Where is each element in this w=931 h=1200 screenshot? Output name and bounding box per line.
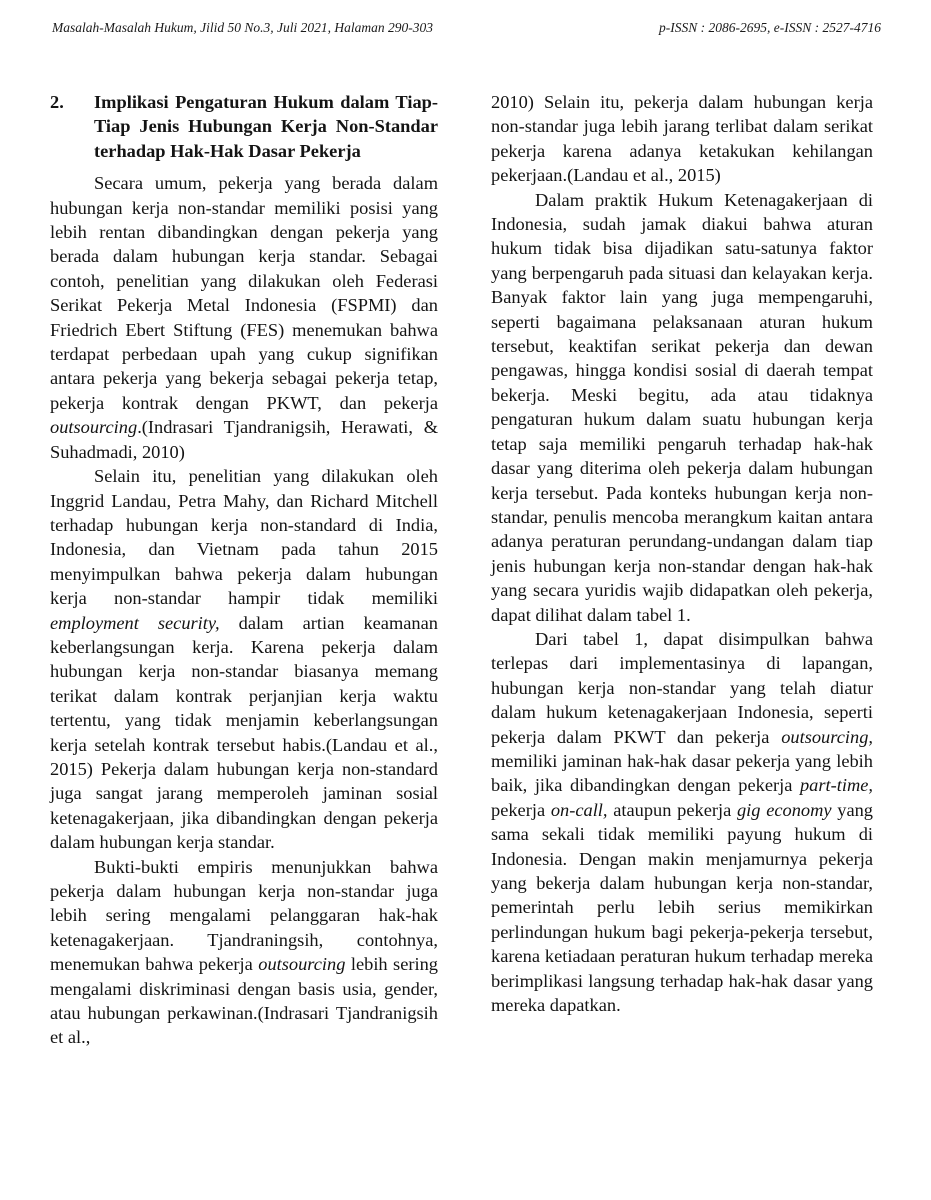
paragraph [491, 627, 873, 1018]
left-column [50, 90, 438, 1050]
paragraph-text: Dari tabel 1, dapat disimpulkan bahwa terlepas dari implementasinya di lapangan, hubungan kerja non-standar yang telah diatur dalam hukum ketenagakerjaan Indonesia, seperti pekerja dalam PKWT dan pekerja [491, 628, 873, 747]
paragraph [50, 464, 438, 855]
italic-term: outsourcing [258, 954, 346, 975]
paragraph-text: lebih sering mengalami diskriminasi dengan basis usia, gender, atau hubungan perkawinan.(Indrasari Tjandranigsih et al., [50, 954, 438, 1048]
italic-term: outsourcing [50, 417, 138, 438]
section-title: Implikasi Pengaturan Hukum dalam Tiap-Tiap Jenis Hubungan Kerja Non-Standar terhadap Hak-Hak Dasar Pekerja [94, 92, 438, 161]
paragraph-text: .(Indrasari Tjandranigsih, Herawati, & Suhadmadi, 2010) [50, 417, 438, 462]
section-number: 2. [50, 92, 64, 112]
italic-term: employment security, [50, 612, 220, 633]
issn-info: p-ISSN : 2086-2695, e-ISSN : 2527-4716 [659, 20, 881, 35]
italic-term: gig economy [736, 799, 832, 820]
italic-term: part-time, [799, 775, 873, 796]
italic-term: outsourcing, [781, 726, 873, 747]
paragraph-text: Bukti-bukti empiris menunjukkan bahwa pekerja dalam hubungan kerja non-standar juga lebih sering mengalami pelanggaran hak-hak ketenagakerjaan. Tjandraningsih, contohnya, menemukan bahwa pekerja [50, 856, 438, 975]
paragraph-text: Selain itu, penelitian yang dilakukan oleh Inggrid Landau, Petra Mahy, dan Richard Mitchell terhadap hubungan kerja non-standard di India, Indonesia, dan Vietnam pada tahun 2015 menyimpulkan bahwa pekerja dalam hubungan kerja non-standar hampir tidak memiliki [50, 466, 438, 609]
paragraph-text: memiliki jaminan hak-hak dasar pekerja yang lebih baik, jika dibandingkan dengan pekerja [491, 750, 873, 796]
paragraph-text: dalam artian keamanan keberlangsungan kerja. Karena pekerja dalam hubungan kerja non-standar biasanya memang terikat dalam kontrak perjanjian kerja waktu tertentu, yang tidak menjamin keberlangsungan kerja setelah kontrak tersebut habis.(Landau et al., 2015) Pekerja dalam hubungan kerja non-standard juga sangat jarang memperoleh jaminan sosial ketenagakerjaan, jika dibandingkan dengan pekerja dalam hubungan kerja standar. [50, 612, 438, 853]
right-column [491, 90, 873, 1017]
paragraph-text: pekerja [491, 799, 551, 820]
paragraph-text: yang sama sekali tidak memiliki payung hukum di Indonesia. Dengan makin menjamurnya pekerja yang bekerja dalam hubungan kerja non-standar, pemerintah perlu lebih serius memikirkan perlindungan hukum bagi pekerja-pekerja tersebut, karena ketiadaan peraturan hukum terhadap mereka berimplikasi langsung terhadap hak-hak dasar yang mereka dapatkan. [491, 799, 873, 1016]
paragraph-text: ataupun pekerja [607, 799, 737, 820]
paragraph [50, 855, 438, 1050]
paragraph-text: Secara umum, pekerja yang berada dalam hubungan kerja non-standar memiliki posisi yang lebih rentan dibandingkan dengan pekerja yang berada dalam hubungan kerja standar. Sebagai contoh, penelitian yang dilakukan oleh Federasi Serikat Pekerja Metal Indonesia (FSPMI) dan Friedrich Ebert Stiftung (FES) menemukan bahwa terdapat perbedaan upah yang cukup signifikan antara pekerja yang bekerja sebagai pekerja tetap, pekerja kontrak dengan PKWT, dan pekerja [50, 173, 438, 413]
journal-citation: Masalah-Masalah Hukum, Jilid 50 No.3, Juli 2021, Halaman 290-303 [52, 20, 433, 35]
section-heading [50, 90, 438, 163]
paragraph [50, 171, 438, 464]
italic-term: on-call, [550, 799, 608, 820]
paragraph: Dalam praktik Hukum Ketenagakerjaan di Indonesia, sudah jamak diakui bahwa aturan hukum tidak bisa dijadikan satu-satunya faktor yang berpengaruh pada situasi dan kelayakan kerja. Banyak faktor lain yang juga mempengaruhi, seperti bagaimana pelaksanaan aturan hukum tersebut, keaktifan serikat pekerja dan dewan pengawas, hingga kondisi sosial di daerah tempat bekerja. Meski begitu, ada atau tidaknya pengaturan hukum dalam suatu hubungan kerja tetap saja memiliki pengaruh terhadap hak-hak dasar yang diterima oleh pekerja dalam hubungan kerja tersebut. Pada konteks hubungan kerja non-standar, penulis mencoba merangkum kaitan antara adanya peraturan perundang-undangan dalam tiap jenis hubungan kerja non-standar dengan hak-hak yang secara yuridis wajib didapatkan oleh pekerja, dapat dilihat dalam tabel 1. [491, 189, 873, 625]
running-header [52, 20, 881, 36]
paragraph: 2010) Selain itu, pekerja dalam hubungan kerja non-standar juga lebih jarang terlibat dalam serikat pekerja karena adanya ketakukan kehilangan pekerjaan.(Landau et al., 2015) [491, 92, 873, 186]
